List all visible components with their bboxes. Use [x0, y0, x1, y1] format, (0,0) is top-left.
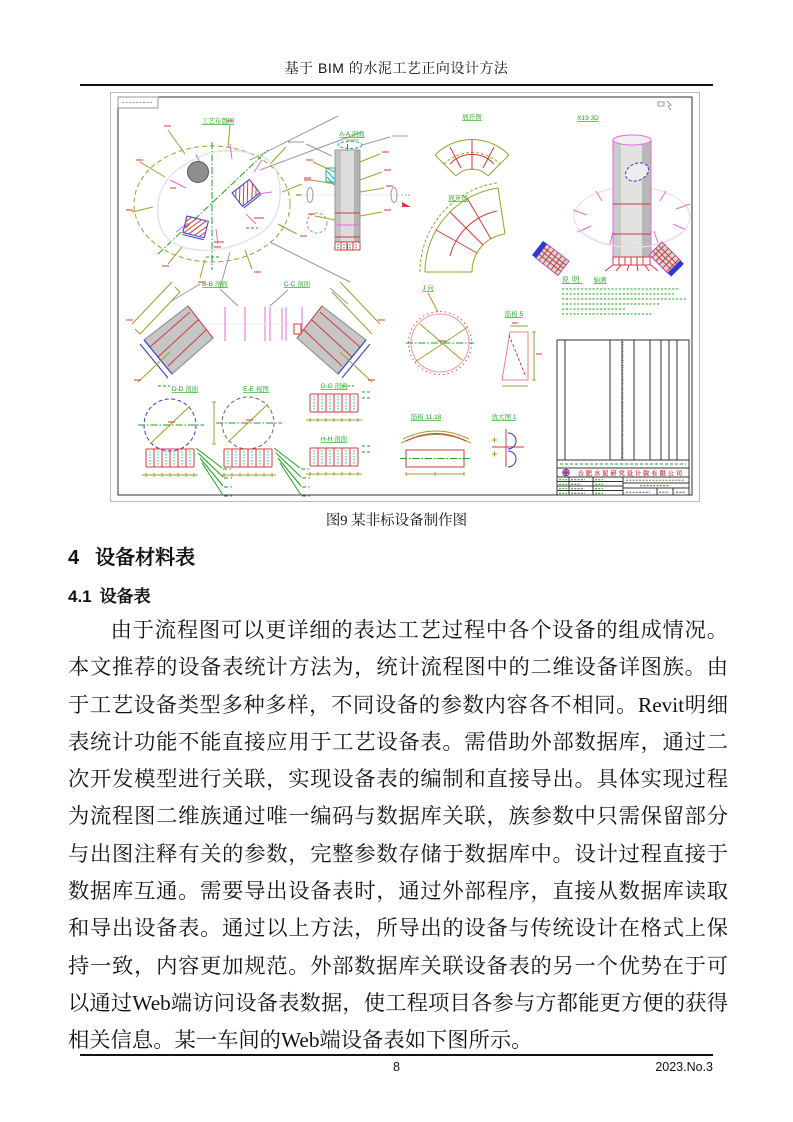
company-name: 合肥水泥研究设计院有限公司: [577, 471, 685, 478]
body-paragraph: 由于流程图可以更详细的表达工艺过程中各个设备的组成情况。本文推荐的设备表统计方法为，统计流程图中的二维设备详图族。由于工艺设备类型多种多样，不同设备的参数内容各不相同。Revit明细表统计功能不能直接应用于工艺设备表。需借助外部数据库，通过二次开发模型进行关联，实现设备表的编制和直接导出。具体实现过程为流程图二维族通过唯一编码与数据库关联，族参数中只需保留部分与出图注释有关的参数，完整参数存储于数据库中。设计过程直接于数据库互通。需要导出设备表时，通过外部程序，直接从数据库读取和导出设备表。通过以上方法，所导出的设备与传统设计在格式上保持一致，内容更加规范。外部数据库关联设备表的另一个优势在于可以通过Web端访问设备表数据，使工程项目各参与方都能更方便的获得相关信息。某一车间的Web端设备表如下图所示。: [68, 618, 728, 1053]
issue-label: 2023.No.3: [655, 1060, 713, 1074]
view-ee-label: E-E 视图: [243, 386, 269, 393]
running-head: 基于 BIM 的水泥工艺正向设计方法: [284, 60, 509, 76]
iso-label: X19 3D: [577, 115, 599, 122]
figure-caption: 图9 某非标设备制作图: [325, 513, 468, 529]
footer-rule: [80, 1054, 713, 1056]
figure-9: [110, 92, 700, 502]
section-aa-label: A-A 剖面: [339, 131, 365, 138]
header-rule: [80, 84, 713, 86]
subsection-title: 设备表: [99, 587, 151, 606]
fan-bottom-label: 展开图: [448, 195, 468, 202]
plan-label: 工艺布置图: [201, 118, 235, 125]
equipment-drawing: [110, 92, 700, 502]
section-title: 设备材料表: [95, 547, 196, 569]
j-view-label: J 向: [422, 285, 434, 292]
fan-top-label: 展开图: [462, 114, 482, 121]
page-number: 8: [393, 1060, 400, 1074]
rib11-18-label: 筋板 11,18: [410, 414, 442, 421]
section-cc-label: C-C 剖面: [283, 281, 311, 288]
section-gg-label: G-G 剖面: [320, 383, 348, 390]
rib5-label: 筋板 5: [504, 311, 524, 318]
section-hh-label: H-H 剖面: [320, 436, 348, 443]
weld-mark: [294, 324, 301, 334]
section-dd-label: D-D 剖面: [171, 386, 199, 393]
iso-caption: 轴测: [593, 277, 607, 284]
subsection-heading: [68, 582, 151, 607]
duct-cylinder-plan: [188, 162, 209, 183]
subsection-number: 4.1: [68, 587, 92, 606]
section-heading: [68, 541, 195, 570]
notes-title: 说明: [561, 275, 583, 284]
section-bb-label: B-B 剖面: [202, 281, 228, 288]
section-number: 4: [68, 547, 80, 569]
detail1-label: 放大图 1: [491, 414, 517, 421]
drawing-frame: [111, 93, 700, 502]
